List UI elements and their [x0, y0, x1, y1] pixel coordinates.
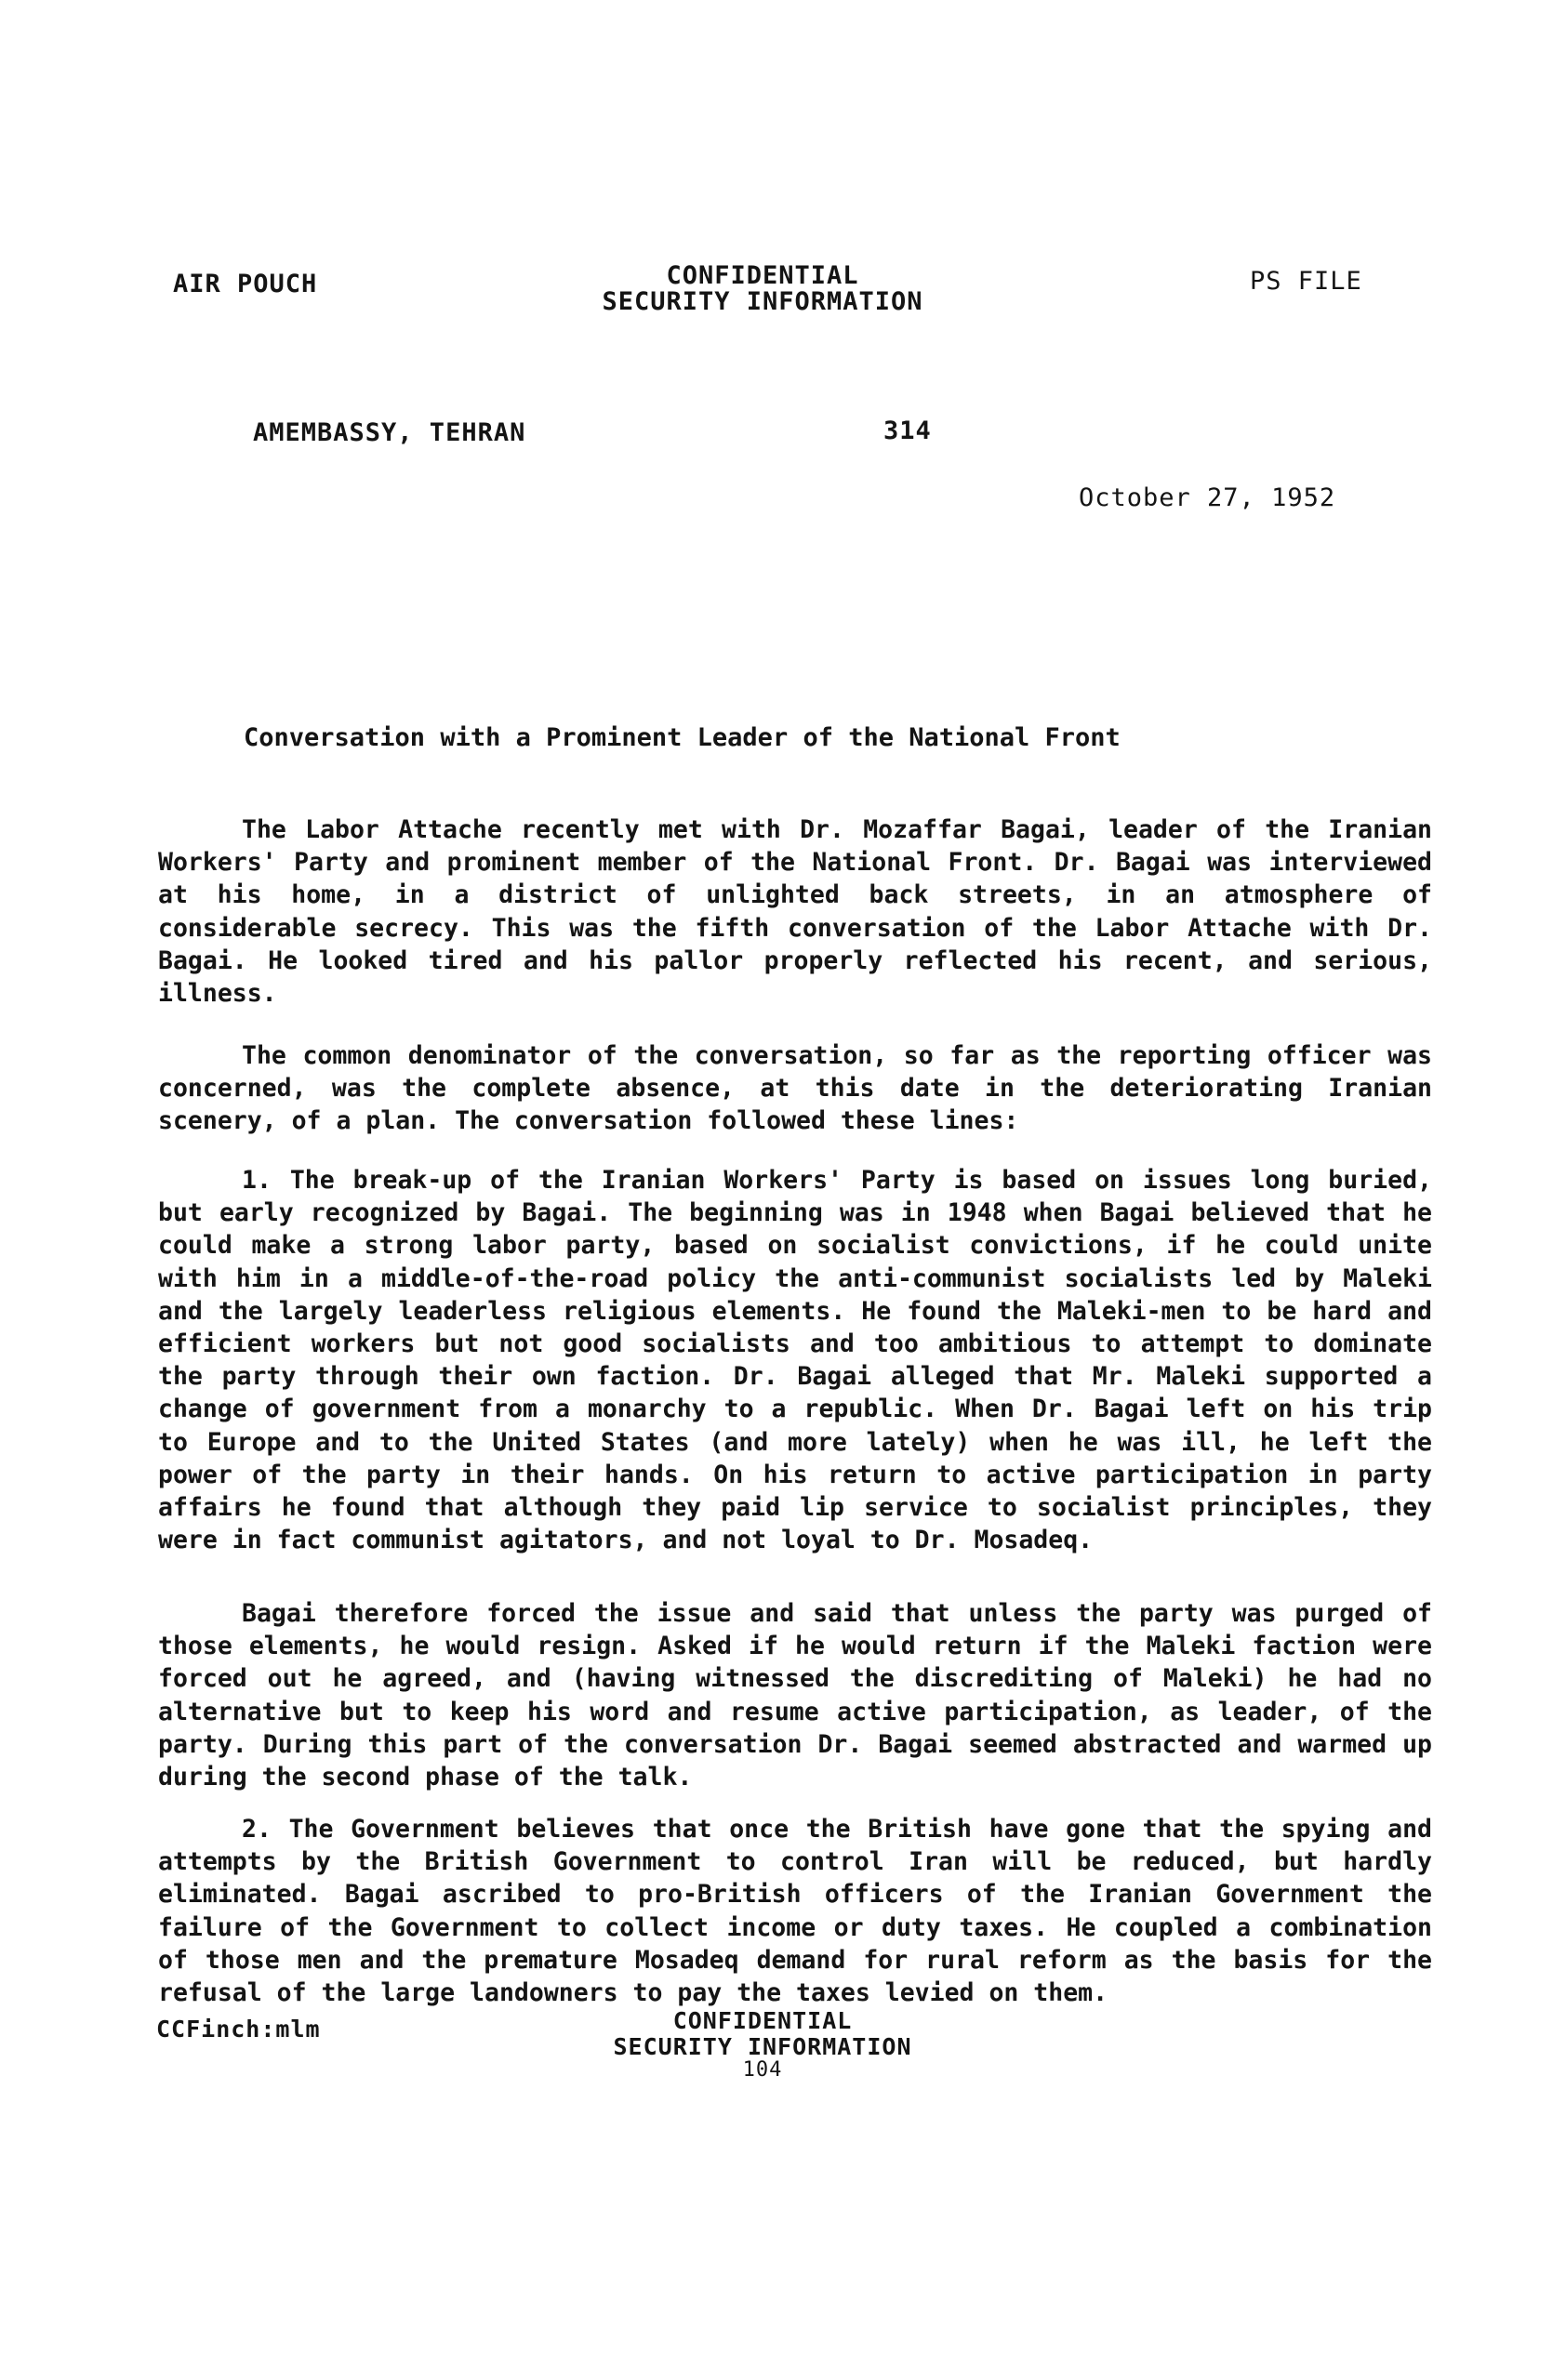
document-title: Conversation with a Prominent Leader of the National Front: [244, 723, 1121, 752]
header-right-ps-file: PS FILE: [1250, 267, 1362, 296]
paragraph-point-1: 1. The break-up of the Iranian Workers' Party is based on issues long buried, but early recognized by Bagai. The beginning was in 1948 when Bagai believed that he could make a strong labor party, based on socialist convictions, if he could unite with him in a middle-of-the-road policy the anti-communist socialists led by Maleki and the largely leaderless religious elements. He found the Maleki-men to be hard and efficient workers but not good socialists and too ambitious to attempt to dominate the party through their own faction. Dr. Bagai alleged that Mr. Maleki supported a change of government from a monarchy to a republic. When Dr. Bagai left on his trip to Europe and to the United States (and more lately) when he was ill, he left the power of the party in their hands. On his return to active participation in party affairs he found that although they paid lip service to socialist principles, they were in fact communist agitators, and not loyal to Dr. Mosadeq.: [158, 1166, 1432, 1555]
document-date: October 27, 1952: [1079, 483, 1336, 512]
footer-classification-line-1: CONFIDENTIAL: [672, 2007, 853, 2034]
routing-number: 314: [883, 416, 932, 445]
paragraph-common-denominator: The common denominator of the conversation, so far as the reporting officer was concerned, was the complete absence, at this date in the deteriorating Iranian scenery, of a plan. The conversation followed these lines:: [158, 1041, 1432, 1136]
classification-line-2: SECURITY INFORMATION: [602, 287, 923, 316]
routing-from: AMEMBASSY, TEHRAN: [253, 418, 526, 447]
footer-classification-line-2: SECURITY INFORMATION: [613, 2033, 912, 2060]
footer-classification: [577, 2008, 949, 2081]
paragraph-point-2: 2. The Government believes that once the British have gone that the spying and attempts by the British Government to control Iran will be reduced, but hardly eliminated. Bagai ascribed to pro-British officers of the Iranian Government the failure of the Government to collect income or duty taxes. He coupled a combination of those men and the premature Mosadeq demand for rural reform as the basis for the refusal of the large landowners to pay the taxes levied on them.: [158, 1815, 1432, 2008]
paragraph-bagai-resign: Bagai therefore forced the issue and said that unless the party was purged of those elements, he would resign. Asked if he would return if the Maleki faction were forced out he agreed, and (having witnessed the discrediting of Maleki) he had no alternative but to keep his word and resume active participation, as leader, of the party. During this part of the conversation Dr. Bagai seemed abstracted and warmed up during the second phase of the talk.: [158, 1599, 1432, 1792]
footer-initials: CCFinch:mlm: [156, 2016, 321, 2043]
page-number: 104: [742, 2058, 783, 2082]
classification-line-1: CONFIDENTIAL: [666, 261, 859, 290]
header-left-air-pouch: AIR POUCH: [173, 270, 318, 298]
header-classification: [577, 263, 949, 315]
paragraph-intro: The Labor Attache recently met with Dr. Mozaffar Bagai, leader of the Iranian Workers' Party and prominent member of the National Front. Dr. Bagai was interviewed at his home, in a district of unlighted back streets, in an atmosphere of considerable secrecy. This was the fifth conversation of the Labor Attache with Dr. Bagai. He looked tired and his pallor properly reflected his recent, and serious, illness.: [158, 815, 1432, 1009]
